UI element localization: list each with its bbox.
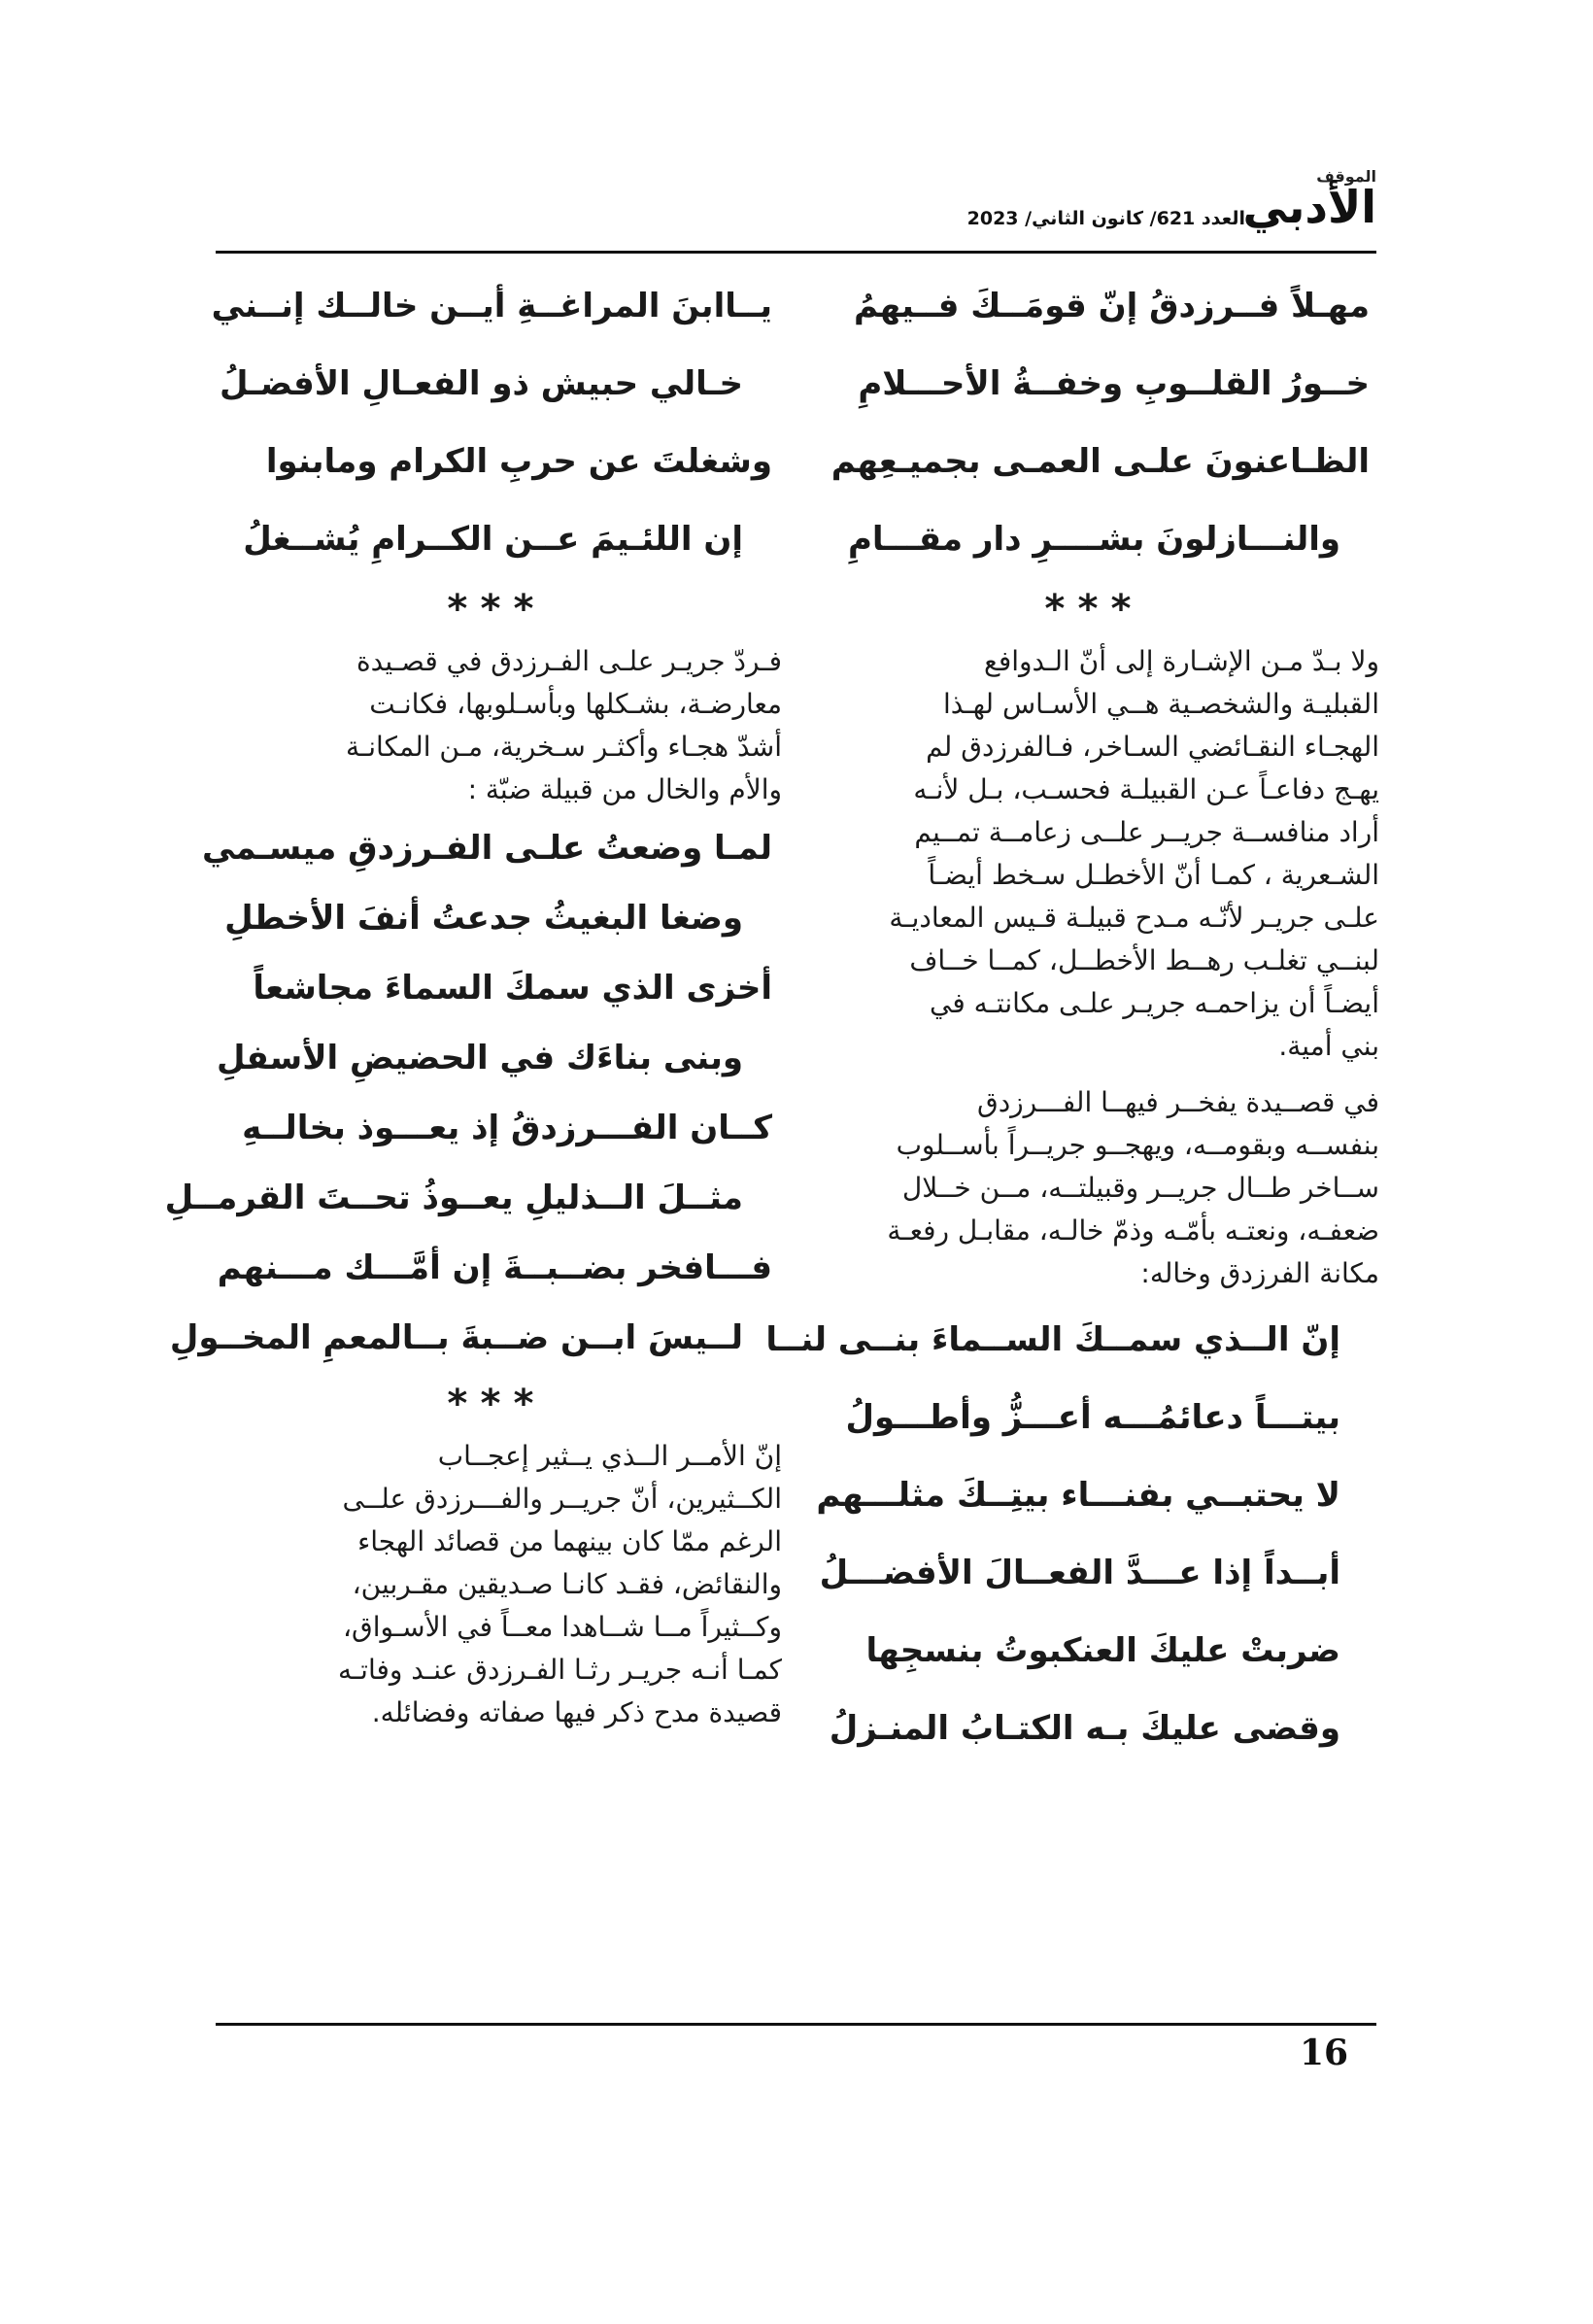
header-divider bbox=[216, 251, 1376, 254]
footer-divider bbox=[216, 2023, 1376, 2026]
verse-line: وشغلتَ عن حربِ الكرام ومابنوا bbox=[265, 442, 772, 481]
verse-line: إن اللئـيمَ عــن الكــرامِ يُشــغلُ bbox=[243, 520, 743, 559]
section-separator: *** bbox=[445, 1382, 546, 1426]
body-paragraph: ولا بـدّ مـن الإشـارة إلى أنّ الـدوافع القبليـة والشخصـية هــي الأسـاس لهـذا الهجـاء النقـائضي السـاخر، فـالفرزدق لم يهـج دفاعـاً عـن القبيلـة فحسـب، بـل لأنـه أراد منافســة جريــر علــى زعامــة تمــيم الشـعرية ، كمـا أنّ الأخطـل سـخط أيضـاً علـى جريـر لأنّـه مـدح قبيلـة قـيس المعاديـة لبنــي تغلـب رهــط الأخطــل، كمــا خــاف أيضـاً أن يزاحمـه جريـر علـى مكانتـه في بني أمية. bbox=[889, 645, 1379, 1062]
verse-line: لمـا وضعتُ علـى الفـرزدقِ ميسـمي bbox=[201, 829, 772, 868]
verse-block bbox=[765, 1301, 1379, 1767]
verse-line: بيتـــاً دعائمُـــه أعـــزُّ وأطـــولُ bbox=[845, 1398, 1340, 1437]
verse-line: مهـلاً فــرزدقُ إنّ قومَــكَ فــيهمُ bbox=[853, 287, 1370, 325]
right-column bbox=[765, 267, 1379, 1767]
section-separator: *** bbox=[445, 587, 546, 632]
logo-title: الأدبي bbox=[1242, 181, 1376, 233]
verse-line: أبــداً إذا عـــدَّ الفعــالَ الأفضـــلُ bbox=[819, 1554, 1340, 1592]
left-column bbox=[164, 267, 782, 1734]
verse-line: والنـــازلونَ بشــــرِ دار مقـــامِ bbox=[848, 520, 1340, 559]
verse-line: وبنى بناءَك في الحضيضِ الأسفلِ bbox=[216, 1039, 743, 1077]
page-number: 16 bbox=[1300, 2033, 1349, 2073]
logo-subtitle: الموقف bbox=[1316, 167, 1376, 186]
verse-line: فـــافخر بضــبــةَ إن أمَّـــك مـــنهم bbox=[217, 1248, 772, 1287]
verse-line: خـالي حبيش ذو الفعـالِ الأفضـلُ bbox=[220, 364, 743, 403]
verse-line: لــيسَ ابــن ضــبةَ بــالمعمِ المخــولِ bbox=[169, 1318, 743, 1357]
verse-line: كــان الفـــرزدقُ إذ يعـــوذ بخالــهِ bbox=[242, 1109, 772, 1147]
verse-line: خــورُ القلــوبِ وخفــةُ الأحـــلامِ bbox=[858, 364, 1370, 403]
verse-line: إنّ الــذي سمــكَ الســماءَ بنــى لنــا bbox=[765, 1320, 1340, 1359]
magazine-logo bbox=[1242, 167, 1376, 239]
body-paragraph: فـردّ جريـر علـى الفـرزدق في قصـيدة معارضـة، بشـكلها وبأسـلوبها، فكانـت أشدّ هجـاء وأكثـر سـخرية، مـن المكانـة والأم والخال من قبيلة ضبّة : bbox=[346, 645, 782, 805]
verse-line: وضغا البغيثُ جدعتُ أنفَ الأخطلِ bbox=[224, 899, 743, 938]
body-paragraph: إنّ الأمــر الــذي يــثير إعجــاب الكــثيرين، أنّ جريــر والفـــرزدق علــى الرغم ممّا كان بينهما من قصائد الهجاء والنقائض، فقـد كانـا صـديقين مقـربين، وكــثيراً مــا شــاهدا معــاً في الأسـواق، كمـا أنـه جريـر رثـا الفـرزدق عنـد وفاتـه قصيدة مدح ذكر فيها صفاته وفضائله. bbox=[337, 1440, 782, 1728]
body-paragraph: في قصــيدة يفخــر فيهــا الفـــرزدق بنفســه وبقومــه، ويهجــو جريــراً بأســلوب ســاخر طــال جريــر وقبيلتــه، مــن خــلال ضعفـه، ونعتـه بأمّـه وذمّ خالـه، مقابـل رفعـة مكانة الفرزدق وخاله: bbox=[887, 1086, 1379, 1289]
verse-block bbox=[164, 813, 782, 1373]
page-header bbox=[216, 167, 1376, 245]
verse-line: وقضى عليكَ بـه الكتـابُ المنـزلُ bbox=[829, 1709, 1340, 1748]
verse-line: لا يحتبــي بفنـــاء بيتِــكَ مثلـــهم bbox=[816, 1476, 1340, 1515]
issue-info: العدد 621/ كانون الثاني/ 2023 bbox=[966, 208, 1245, 229]
section-separator: *** bbox=[1042, 587, 1143, 632]
verse-line: يــاابنَ المراغــةِ أيــن خالــك إنــني bbox=[211, 287, 772, 325]
verse-line: أخزى الذي سمكَ السماءَ مجاشعاً bbox=[253, 969, 772, 1008]
verse-line: ضربتْ عليكَ العنكبوتُ بنسجِها bbox=[865, 1631, 1340, 1670]
verse-block bbox=[806, 267, 1379, 578]
verse-block bbox=[209, 267, 782, 578]
verse-line: الظـاعنونَ علـى العمـى بجميـعِهم bbox=[830, 442, 1370, 481]
verse-line: مثــلَ الــذليلِ يعــوذُ تحــتَ القرمــلِ bbox=[164, 1179, 743, 1217]
